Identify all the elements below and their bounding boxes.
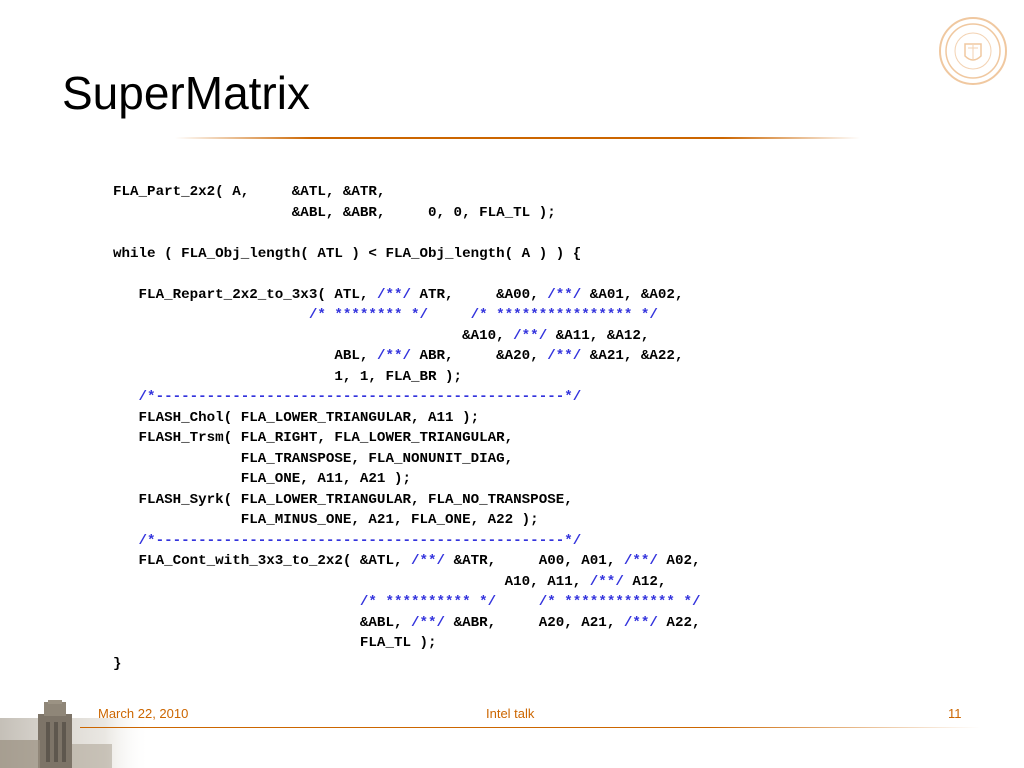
title-divider — [175, 137, 860, 139]
code-line — [113, 469, 701, 490]
code-text — [428, 307, 471, 323]
code-text — [113, 389, 139, 405]
code-text: &ABL, &ABR, 0, 0, FLA_TL ); — [113, 204, 556, 221]
code-text: A12, — [623, 573, 667, 590]
code-text — [113, 533, 139, 549]
footer-title: Intel talk — [486, 706, 535, 721]
code-line — [113, 490, 701, 511]
code-comment: /* ******** */ — [308, 307, 429, 323]
code-text: &A10, — [113, 327, 514, 344]
code-text: FLA_MINUS_ONE, A21, FLA_ONE, A22 ); — [113, 512, 539, 528]
code-line — [113, 264, 701, 285]
code-text: } — [113, 655, 122, 672]
code-comment: /* **************** */ — [470, 307, 658, 323]
code-line — [113, 387, 701, 408]
code-comment: /**/ — [589, 573, 624, 590]
code-comment: /* ********** */ — [359, 594, 497, 610]
code-text: A22, — [657, 614, 701, 631]
code-listing — [113, 182, 701, 674]
code-text: FLA_Part_2x2( A, &ATL, &ATR, — [113, 184, 386, 200]
code-text: A02, — [657, 553, 701, 569]
code-text: &A11, &A12, — [547, 327, 650, 344]
code-text: FLA_Cont_with_3x3_to_2x2( &ATL, — [113, 553, 411, 569]
code-line — [113, 305, 701, 326]
code-comment: /**/ — [376, 286, 411, 303]
page-number: 11 — [948, 706, 962, 721]
code-text: FLASH_Trsm( FLA_RIGHT, FLA_LOWER_TRIANGULAR, — [113, 430, 514, 446]
code-line — [113, 428, 701, 449]
code-line — [113, 408, 701, 429]
code-comment: /*------------------------------------------------*/ — [138, 532, 582, 549]
code-line — [113, 572, 701, 593]
code-text: ABR, &A20, — [411, 348, 548, 364]
code-line — [113, 223, 701, 244]
code-text: 1, 1, FLA_BR ); — [113, 368, 463, 385]
code-text — [113, 307, 309, 323]
code-line — [113, 203, 701, 224]
code-text: &ABR, A20, A21, — [445, 614, 624, 631]
code-text: FLA_TL ); — [113, 635, 437, 651]
code-line — [113, 551, 701, 572]
code-comment: /**/ — [513, 327, 548, 344]
code-text — [113, 594, 360, 610]
code-line — [113, 592, 701, 613]
code-comment: /**/ — [547, 348, 582, 364]
footer-date: March 22, 2010 — [98, 706, 189, 721]
code-text: &A01, &A02, — [581, 286, 684, 303]
code-text: FLASH_Syrk( FLA_LOWER_TRIANGULAR, FLA_NO_TRANSPOSE, — [113, 491, 573, 508]
code-comment: /**/ — [623, 553, 658, 569]
code-text: ATR, &A00, — [411, 286, 548, 303]
footer-divider — [80, 727, 980, 728]
code-comment: /**/ — [623, 614, 658, 631]
slide-title: SuperMatrix — [62, 67, 310, 119]
code-text: ABL, — [113, 348, 377, 364]
code-line — [113, 510, 701, 531]
code-comment: /*------------------------------------------------*/ — [138, 389, 582, 405]
code-comment: /**/ — [547, 286, 582, 303]
code-text: &ATR, A00, A01, — [445, 553, 624, 569]
code-text: FLA_Repart_2x2_to_3x3( ATL, — [113, 286, 377, 303]
code-line — [113, 449, 701, 470]
code-line — [113, 244, 701, 265]
code-comment: /**/ — [411, 614, 446, 631]
code-text: FLASH_Chol( FLA_LOWER_TRIANGULAR, A11 ); — [113, 409, 480, 426]
code-text: FLA_TRANSPOSE, FLA_NONUNIT_DIAG, — [113, 450, 514, 467]
code-text — [496, 594, 539, 610]
code-text: while ( FLA_Obj_length( ATL ) < FLA_Obj_length( A ) ) { — [113, 245, 582, 262]
code-line — [113, 367, 701, 388]
code-line — [113, 346, 701, 367]
code-line — [113, 326, 701, 347]
code-text: A10, A11, — [113, 573, 590, 590]
code-text: FLA_ONE, A11, A21 ); — [113, 471, 411, 487]
code-comment: /**/ — [411, 553, 446, 569]
code-comment: /**/ — [376, 348, 411, 364]
code-line — [113, 182, 701, 203]
code-line — [113, 654, 701, 675]
code-line — [113, 531, 701, 552]
code-line — [113, 613, 701, 634]
code-text: &ABL, — [113, 614, 411, 631]
code-line — [113, 633, 701, 654]
code-comment: /* ************* */ — [538, 594, 701, 610]
code-line — [113, 285, 701, 306]
university-seal-icon — [938, 16, 1008, 86]
code-text: &A21, &A22, — [581, 348, 684, 364]
